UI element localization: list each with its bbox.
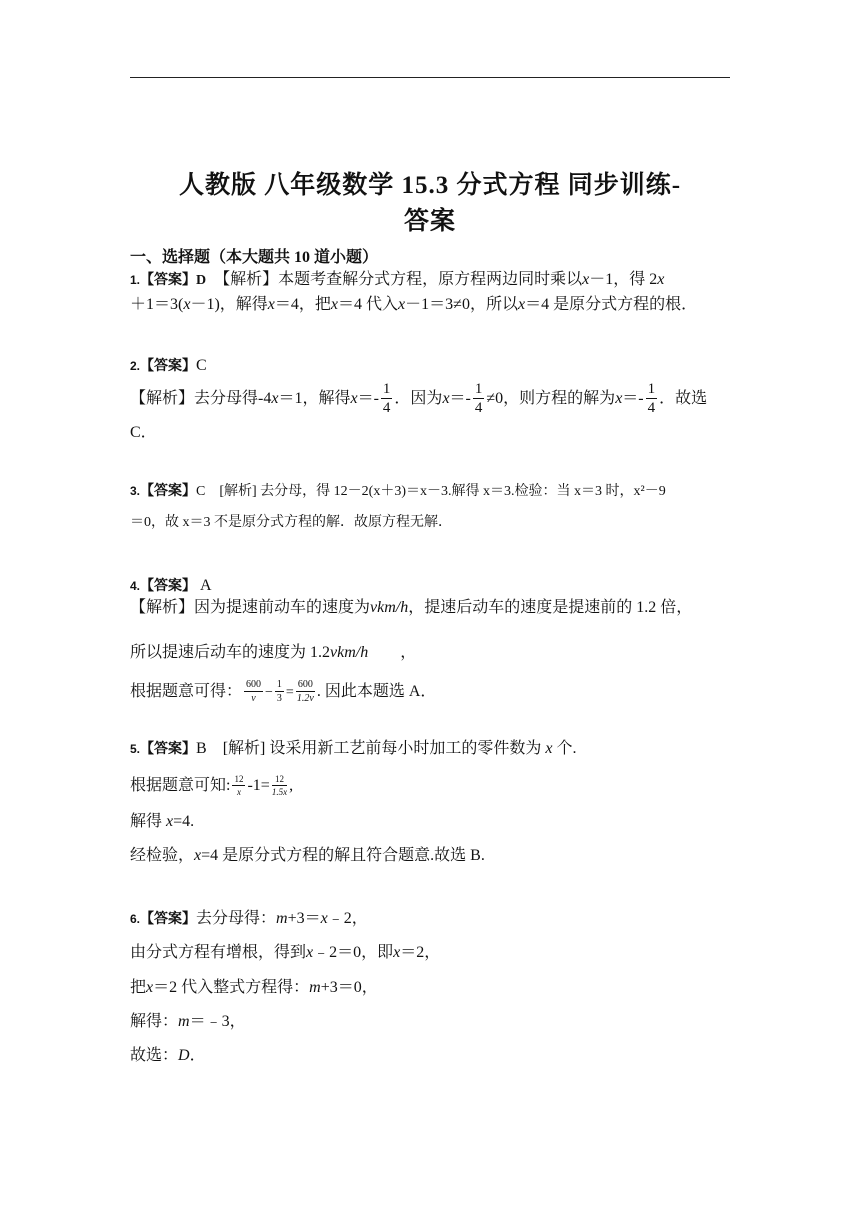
answer-4-line-2: 所以提速后动车的速度为 1.2vkm/h ， xyxy=(130,644,417,661)
fraction: $\frac{1}{3}$ xyxy=(276,679,282,705)
answer-6: 6.【答案】去分母得：m+3＝x﹣2， xyxy=(130,910,368,927)
answer-5-line-4: 经检验，x=4 是原分式方程的解且符合题意.故选 B. xyxy=(130,847,485,864)
answer-6-line-3: 把x＝2 代入整式方程得：m+3＝0， xyxy=(130,979,378,996)
title-line-2: 答案 xyxy=(403,208,456,235)
fraction: $\frac{1}{4}$ xyxy=(474,381,483,417)
fraction: $\frac{12}{x}$ xyxy=(234,774,244,798)
fraction: $\frac{1}{4}$ xyxy=(647,381,656,417)
page-title xyxy=(130,168,730,240)
answer-2-explanation: 【解析】去分母得-4x＝1，解得x＝- $\frac{1}{4}$ ．因为x＝- $\frac{1}{4}$ ≠0，则方程的解为x＝- $\frac{1}{4}$ ．故选 C． xyxy=(130,381,708,442)
answer-4-line-3: 根据题意可得： $\frac{600}{v}$ − $\frac{1}{3}$ = $\frac{600}{1.2v}$ . 因此本题选 A． xyxy=(130,679,437,705)
answer-6-line-2: 由分式方程有增根，得到x﹣2＝0，即x＝2， xyxy=(130,944,441,961)
answer-6-line-5: 故选：D． xyxy=(130,1047,206,1064)
answer-4: 4.【答案】 A xyxy=(130,577,212,594)
answer-5-line-3: 解得 x=4. xyxy=(130,813,195,830)
header-rule xyxy=(130,77,730,78)
section-heading: 一、选择题（本大题共 10 道小题） xyxy=(130,249,379,266)
fraction: $\frac{600}{1.2v}$ xyxy=(296,679,314,705)
answer-5-line-2: 根据题意可知: $\frac{12}{x}$ -1= $\frac{12}{1.5x}$ , xyxy=(130,774,294,798)
answer-5: 5.【答案】B [解析] 设采用新工艺前每小时加工的零件数为 x 个. xyxy=(130,740,577,757)
fraction: $\frac{600}{v}$ xyxy=(246,679,262,705)
answer-3: 3.【答案】C [解析] 去分母，得 12－2(x＋3)＝x－3.解得 x＝3.检验：当 x＝3 时，x²－9 ＝0，故 x＝3 不是原分式方程的解．故原方程无解． xyxy=(130,484,666,530)
answer-1: 1.【答案】D 【解析】本题考查解分式方程，原方程两边同时乘以x－1，得 2x ＋1＝3(x－1)，解得x＝4，把x＝4 代入x－1＝3≠0，所以x＝4 是原分式方程的根． xyxy=(130,271,698,313)
fraction: $\frac{12}{1.5x}$ xyxy=(271,774,288,798)
fraction: $\frac{1}{4}$ xyxy=(382,381,391,417)
answer-2: 2.【答案】C xyxy=(130,357,207,374)
title-line-1: 人教版 八年级数学 15.3 分式方程 同步训练- xyxy=(178,172,682,199)
answer-6-line-4: 解得：m＝﹣3， xyxy=(130,1013,246,1030)
answer-4-line-1: 【解析】因为提速前动车的速度为vkm/h，提速后动车的速度是提速前的 1.2 倍， xyxy=(130,599,693,616)
